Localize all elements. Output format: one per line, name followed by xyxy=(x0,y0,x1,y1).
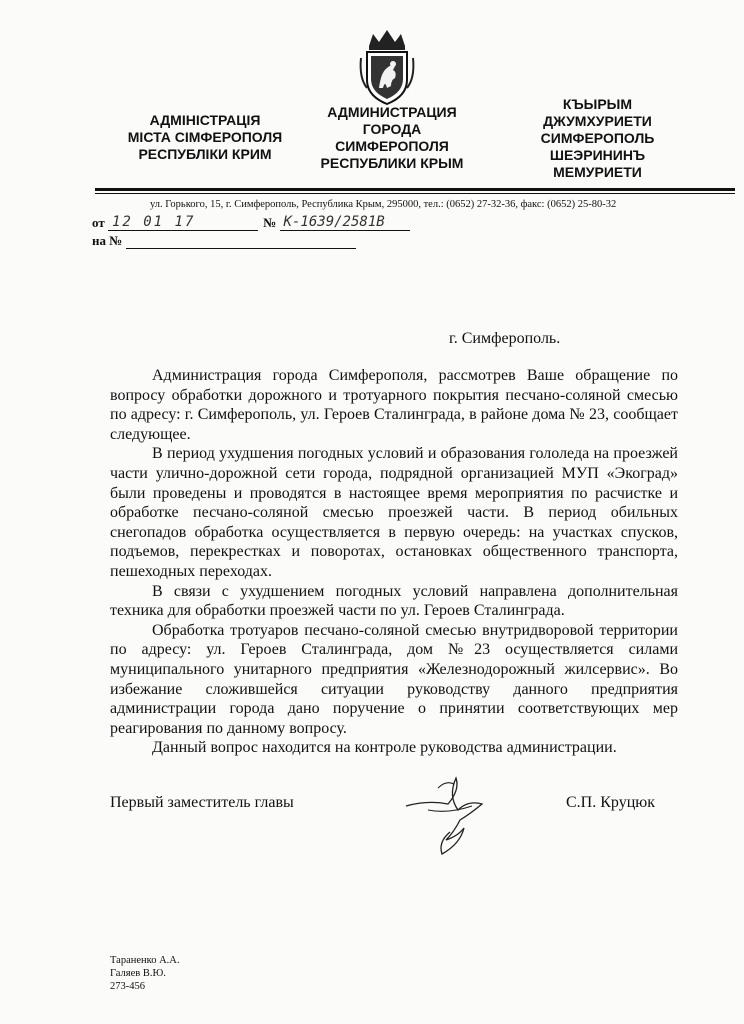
executor-line: Тараненко А.А. xyxy=(110,955,180,966)
header-crimean-tatar xyxy=(510,96,685,181)
paragraph: В связи с ухудшением погодных условий направлена дополнительная техника для обработки проезжей части по ул. Героев Сталинграда. xyxy=(110,582,678,620)
header-line: МЕМУРИЕТИ xyxy=(553,164,642,180)
paragraph: Администрация города Симферополя, рассмотрев Ваше обращение по вопросу обработки дорожного и тротуарного покрытия песчано-соляной смесью по адресу: г. Симферополь, ул. Героев Сталинграда, в районе дома № 23, сообщает следующее. xyxy=(110,367,678,443)
paragraph: Обработка тротуаров песчано-соляной смесью внутридворовой территории по адресу: ул. Героев Сталинграда, дом №23 осуществляется силами муниципального унитарного предприятия «Железнодорожный жилсервис». Во избежание сложившейся ситуации руководству данного предприятия администрации города дано поручение о принятии соответствующих мер реагирования по данному вопросу. xyxy=(110,621,678,737)
executor-phone: 273-456 xyxy=(110,981,145,992)
header-divider-thick xyxy=(95,188,735,191)
registration-row xyxy=(92,215,410,231)
header-line: РЕСПУБЛИКИ КРЫМ xyxy=(320,155,464,171)
executor-line: Галяев В.Ю. xyxy=(110,968,166,979)
city-line: г. Симферополь. xyxy=(449,330,561,347)
header-russian xyxy=(308,104,476,172)
header-line: ДЖУМХУРИЕТИ xyxy=(543,113,652,129)
executors-block xyxy=(110,954,179,993)
signatory-title: Первый заместитель главы xyxy=(110,794,294,811)
coat-of-arms-crest-icon xyxy=(357,28,417,106)
header-line: МІСТА СІМФЕРОПОЛЯ xyxy=(127,129,283,145)
signatory-name: С.П. Круцюк xyxy=(566,794,655,811)
header-line: ГОРОДА xyxy=(362,121,422,137)
header-line: АДМІНІСТРАЦІЯ xyxy=(149,112,261,128)
number-label: № xyxy=(263,215,277,230)
number-field xyxy=(280,215,410,231)
header-line: КЪЫРЫМ xyxy=(562,96,633,112)
reply-row xyxy=(92,233,356,249)
from-label: от xyxy=(92,215,105,230)
date-value: 12 01 17 xyxy=(111,214,196,230)
letterhead-address: ул. Горького, 15, г. Симферополь, Республика Крым, 295000, тел.: (0652) 27-32-36, факс: (0652) 25-80-32 xyxy=(150,199,617,210)
paragraph: Данный вопрос находится на контроле руководства администрации. xyxy=(152,739,617,757)
header-line: СИМФЕРОПОЛЯ xyxy=(335,138,449,154)
header-line: ШЕЭРИНИНЪ xyxy=(549,147,646,163)
header-line: РЕСПУБЛІКИ КРИМ xyxy=(138,146,272,162)
header-ukrainian xyxy=(105,112,305,163)
header-line: СИМФЕРОПОЛЬ xyxy=(540,130,655,146)
reply-field xyxy=(126,233,356,249)
handwritten-signature-icon xyxy=(398,770,508,860)
letter-body xyxy=(110,366,678,758)
number-value: К-1639/2581В xyxy=(283,214,385,230)
date-field xyxy=(108,215,258,231)
reply-label: на № xyxy=(92,233,123,248)
header-divider-thin xyxy=(95,193,735,194)
paragraph: В период ухудшения погодных условий и образования гололеда на проезжей части улично-дорожной сети города, подрядной организацией МУП «Экоград» были проведены и проводятся в настоящее время мероприятия по расчистке и обработке песчано-соляной смесью проезжей части. В период обильных снегопадов обработка осуществляется в первую очередь: на участках спусков, подъемов, перекрестках и поворотах, остановках общественного транспорта, пешеходных переходах. xyxy=(110,445,678,580)
header-line: АДМИНИСТРАЦИЯ xyxy=(327,104,457,120)
